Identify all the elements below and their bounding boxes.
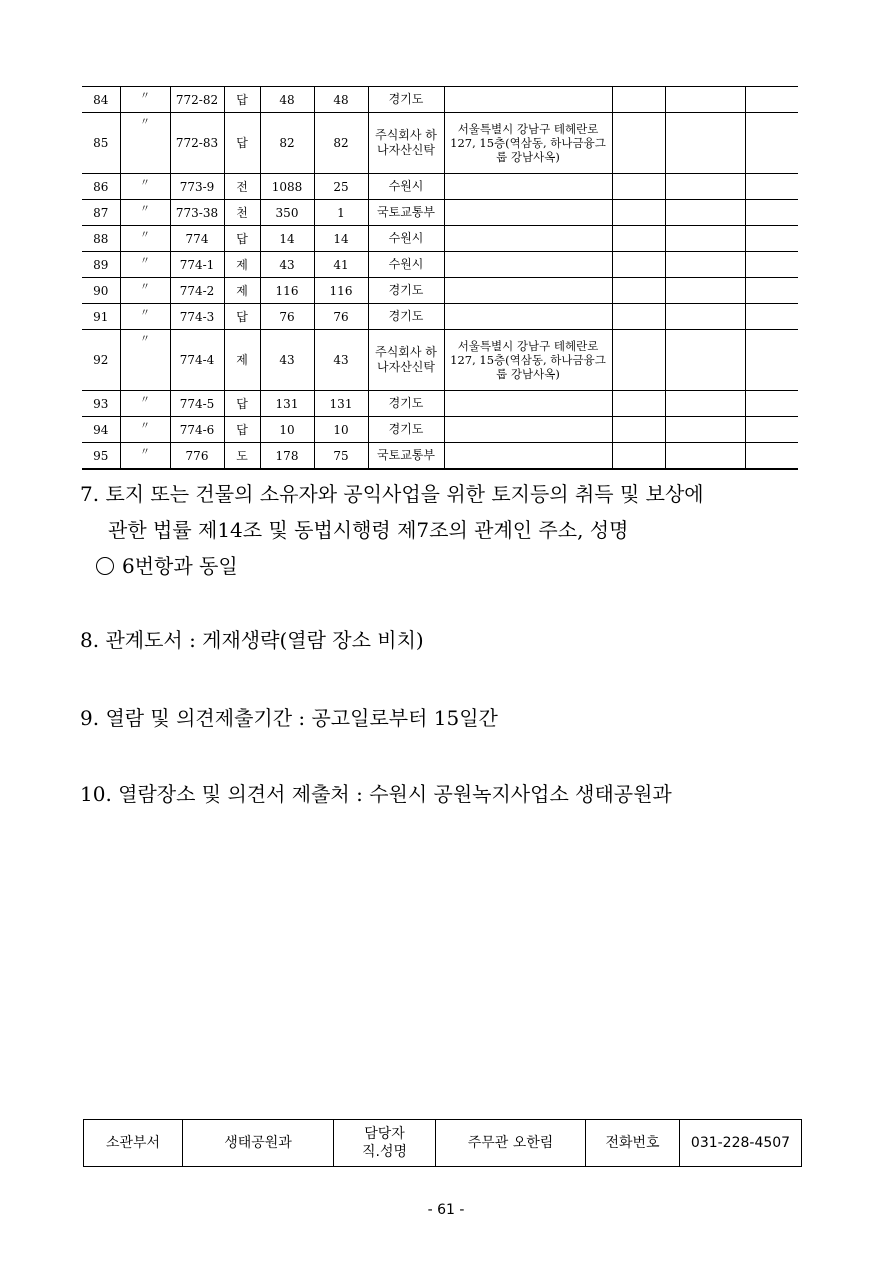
cell-lot: 774-5 [170,391,224,417]
person-label-line-1: 담당자 [364,1126,405,1142]
cell-address [444,417,612,443]
table-row [82,174,798,200]
cell-no: 92 [82,330,120,391]
cell-acquire: 48 [314,87,368,113]
cell-address: 서울특별시 강남구 테헤란로 127, 15층(역삼동, 하나금융그룹 강남사옥) [444,113,612,174]
cell-ditto: 〃 [120,87,170,113]
cell-empty [612,252,665,278]
table-row [82,226,798,252]
table-row [82,200,798,226]
cell-lot: 773-9 [170,174,224,200]
cell-ditto: 〃 [120,226,170,252]
dept-label: 소관부서 [84,1120,183,1167]
cell-owner: 국토교통부 [368,443,444,470]
cell-address [444,278,612,304]
cell-empty [612,391,665,417]
section-7-line-2: 관한 법률 제14조 및 동법시행령 제7조의 관계인 주소, 성명 [108,518,629,542]
cell-empty [612,443,665,470]
cell-lot: 774-4 [170,330,224,391]
cell-address: 서울특별시 강남구 테헤란로 127, 15층(역삼동, 하나금융그룹 강남사옥) [444,330,612,391]
cell-address [444,174,612,200]
section-9: 9. 열람 및 의견제출기간 : 공고일로부터 15일간 [80,706,498,730]
cell-lot: 774 [170,226,224,252]
table-row [82,391,798,417]
cell-empty [612,330,665,391]
cell-lot: 772-83 [170,113,224,174]
cell-empty [665,391,745,417]
cell-empty [665,443,745,470]
cell-category: 답 [224,87,260,113]
cell-empty [665,87,745,113]
person-label-line-2: 직.성명 [361,1144,408,1160]
person-value: 주무관 오한림 [436,1120,586,1167]
cell-ditto: 〃 [120,278,170,304]
cell-no: 89 [82,252,120,278]
cell-area: 131 [260,391,314,417]
cell-empty [745,200,798,226]
cell-empty [745,391,798,417]
cell-empty [665,200,745,226]
cell-no: 87 [82,200,120,226]
phone-value: 031-228-4507 [680,1120,802,1167]
cell-empty [745,226,798,252]
cell-empty [612,304,665,330]
table-row [82,443,798,470]
cell-empty [612,226,665,252]
section-8: 8. 관계도서 : 게재생략(열람 장소 비치) [80,628,424,652]
cell-acquire: 10 [314,417,368,443]
cell-owner: 주식회사 하나자산신탁 [368,113,444,174]
table-row [82,417,798,443]
cell-address [444,252,612,278]
cell-acquire: 82 [314,113,368,174]
cell-ditto: 〃 [120,200,170,226]
contact-row [84,1120,802,1167]
land-table [82,86,798,470]
cell-no: 90 [82,278,120,304]
section-10: 10. 열람장소 및 의견서 제출처 : 수원시 공원녹지사업소 생태공원과 [80,782,672,806]
cell-owner: 경기도 [368,417,444,443]
cell-category: 천 [224,200,260,226]
cell-lot: 774-1 [170,252,224,278]
cell-owner: 경기도 [368,87,444,113]
cell-empty [665,417,745,443]
cell-acquire: 43 [314,330,368,391]
cell-lot: 773-38 [170,200,224,226]
cell-owner: 주식회사 하나자산신탁 [368,330,444,391]
cell-address [444,391,612,417]
cell-owner: 수원시 [368,252,444,278]
cell-empty [612,278,665,304]
table-row [82,87,798,113]
table-row [82,278,798,304]
dept-value: 생태공원과 [183,1120,334,1167]
section-7-bullet-text: 6번항과 동일 [122,554,238,578]
cell-empty [612,113,665,174]
cell-empty [612,417,665,443]
cell-empty [745,417,798,443]
cell-no: 86 [82,174,120,200]
cell-empty [745,87,798,113]
cell-address [444,200,612,226]
cell-empty [612,87,665,113]
cell-address [444,226,612,252]
cell-area: 350 [260,200,314,226]
section-7-line-1: 7. 토지 또는 건물의 소유자와 공익사업을 위한 토지등의 취득 및 보상에 [80,482,704,506]
cell-empty [745,113,798,174]
cell-ditto: 〃 [120,391,170,417]
cell-owner: 수원시 [368,174,444,200]
cell-address [444,87,612,113]
cell-category: 답 [224,417,260,443]
cell-empty [745,252,798,278]
cell-no: 88 [82,226,120,252]
cell-empty [612,200,665,226]
cell-area: 10 [260,417,314,443]
section-7-bullet [80,548,704,584]
cell-category: 답 [224,113,260,174]
cell-empty [745,174,798,200]
cell-no: 85 [82,113,120,174]
phone-label: 전화번호 [586,1120,680,1167]
cell-acquire: 116 [314,278,368,304]
cell-acquire: 14 [314,226,368,252]
cell-no: 95 [82,443,120,470]
cell-address [444,443,612,470]
cell-lot: 774-3 [170,304,224,330]
table-row [82,252,798,278]
cell-empty [745,304,798,330]
cell-empty [665,113,745,174]
cell-area: 178 [260,443,314,470]
section-7 [80,476,704,584]
cell-lot: 776 [170,443,224,470]
cell-area: 116 [260,278,314,304]
cell-empty [665,278,745,304]
cell-address [444,304,612,330]
cell-category: 답 [224,226,260,252]
cell-owner: 경기도 [368,278,444,304]
cell-ditto: 〃 [120,330,170,391]
cell-owner: 경기도 [368,391,444,417]
cell-ditto: 〃 [120,113,170,174]
circle-bullet-icon [96,557,114,575]
cell-area: 82 [260,113,314,174]
cell-category: 답 [224,304,260,330]
cell-empty [665,330,745,391]
cell-empty [665,226,745,252]
cell-acquire: 25 [314,174,368,200]
cell-empty [745,330,798,391]
cell-empty [665,304,745,330]
cell-area: 1088 [260,174,314,200]
cell-category: 도 [224,443,260,470]
cell-category: 제 [224,330,260,391]
cell-empty [745,443,798,470]
cell-ditto: 〃 [120,174,170,200]
cell-lot: 772-82 [170,87,224,113]
cell-acquire: 131 [314,391,368,417]
cell-category: 전 [224,174,260,200]
cell-area: 43 [260,330,314,391]
cell-category: 제 [224,252,260,278]
cell-empty [612,174,665,200]
cell-lot: 774-2 [170,278,224,304]
cell-ditto: 〃 [120,304,170,330]
table-row [82,304,798,330]
cell-area: 48 [260,87,314,113]
cell-no: 91 [82,304,120,330]
cell-lot: 774-6 [170,417,224,443]
cell-acquire: 76 [314,304,368,330]
cell-owner: 경기도 [368,304,444,330]
cell-ditto: 〃 [120,417,170,443]
cell-no: 84 [82,87,120,113]
cell-acquire: 75 [314,443,368,470]
cell-category: 답 [224,391,260,417]
table-row [82,330,798,391]
cell-owner: 국토교통부 [368,200,444,226]
cell-no: 93 [82,391,120,417]
cell-ditto: 〃 [120,252,170,278]
cell-area: 76 [260,304,314,330]
cell-empty [745,278,798,304]
cell-ditto: 〃 [120,443,170,470]
person-label [334,1120,436,1167]
cell-empty [665,252,745,278]
cell-empty [665,174,745,200]
cell-owner: 수원시 [368,226,444,252]
cell-acquire: 41 [314,252,368,278]
cell-acquire: 1 [314,200,368,226]
contact-table [83,1119,802,1167]
land-table-body [82,87,798,470]
cell-category: 제 [224,278,260,304]
cell-area: 43 [260,252,314,278]
page-number: - 61 - [427,1202,465,1218]
table-row [82,113,798,174]
cell-no: 94 [82,417,120,443]
cell-area: 14 [260,226,314,252]
